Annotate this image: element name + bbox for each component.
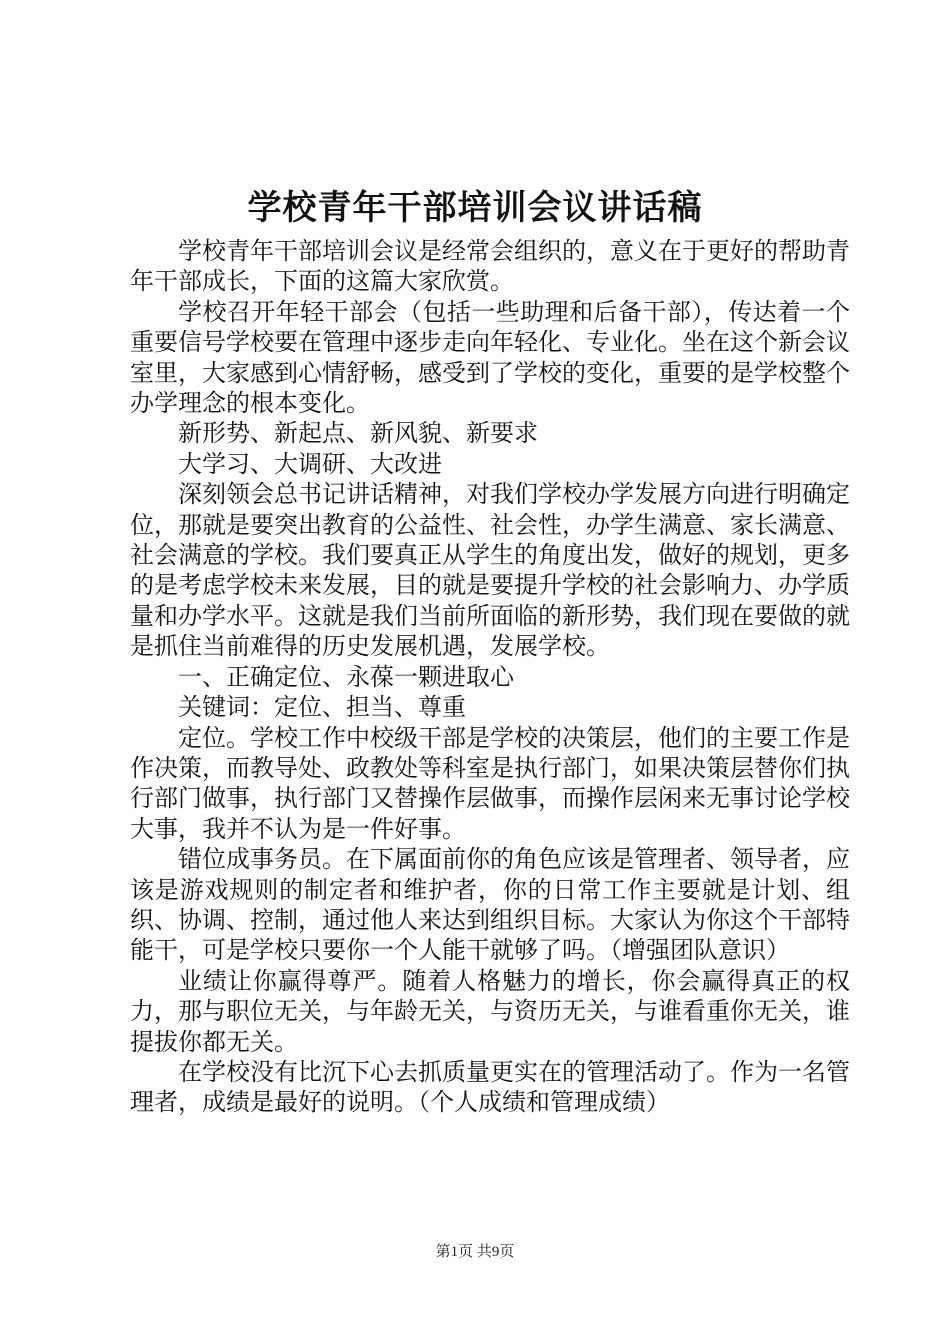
paragraph: 新形势、新起点、新风貌、新要求 [178, 419, 538, 448]
paragraph: 定位。学校工作中校级干部是学校的决策层，他们的主要工作是作决策，而教导处、政教处等科室是执行部门，如果决策层替你们执行部门做事，执行部门又替操作层做事，而操作层闲来无事讨论学校大事，我并不认为是一件好事。 [130, 723, 850, 843]
paragraph: 错位成事务员。在下属面前你的角色应该是管理者、领导者，应该是游戏规则的制定者和维护者，你的日常工作主要就是计划、组织、协调、控制，通过他人来达到组织目标。大家认为你这个干部特能干，可是学校只要你一个人能干就够了吗。（增强团队意识） [130, 845, 850, 965]
paragraph: 业绩让你赢得尊严。随着人格魅力的增长，你会赢得真正的权力，那与职位无关，与年龄无关，与资历无关，与谁看重你无关，谁提拔你都无关。 [130, 966, 850, 1056]
page-footer [0, 1240, 950, 1264]
paragraph: 深刻领会总书记讲话精神，对我们学校办学发展方向进行明确定位，那就是要突出教育的公益性、社会性，办学生满意、家长满意、社会满意的学校。我们要真正从学生的角度出发，做好的规划，更多的是考虑学校未来发展，目的就是要提升学校的社会影响力、办学质量和办学水平。这就是我们当前所面临的新形势，我们现在要做的就是抓住当前难得的历史发展机遇，发展学校。 [130, 480, 850, 661]
paragraph: 学校召开年轻干部会（包括一些助理和后备干部），传达着一个重要信号学校要在管理中逐步走向年轻化、专业化。坐在这个新会议室里，大家感到心情舒畅，感受到了学校的变化，重要的是学校整个办学理念的根本变化。 [130, 297, 850, 418]
paragraph: 学校青年干部培训会议是经常会组织的，意义在于更好的帮助青年干部成长，下面的这篇大家欣赏。 [130, 237, 850, 296]
keywords-line: 关键词：定位、担当、尊重 [178, 693, 466, 722]
section-heading: 一、正确定位、永葆一颗进取心 [178, 662, 514, 691]
document-title: 学校青年干部培训会议讲话稿 [247, 188, 703, 228]
document-body [130, 236, 850, 1118]
page-number: 第1页 共9页 [435, 1244, 515, 1260]
paragraph: 在学校没有比沉下心去抓质量更实在的管理活动了。作为一名管理者，成绩是最好的说明。（个人成绩和管理成绩） [130, 1057, 850, 1117]
paragraph: 大学习、大调研、大改进 [178, 449, 442, 478]
